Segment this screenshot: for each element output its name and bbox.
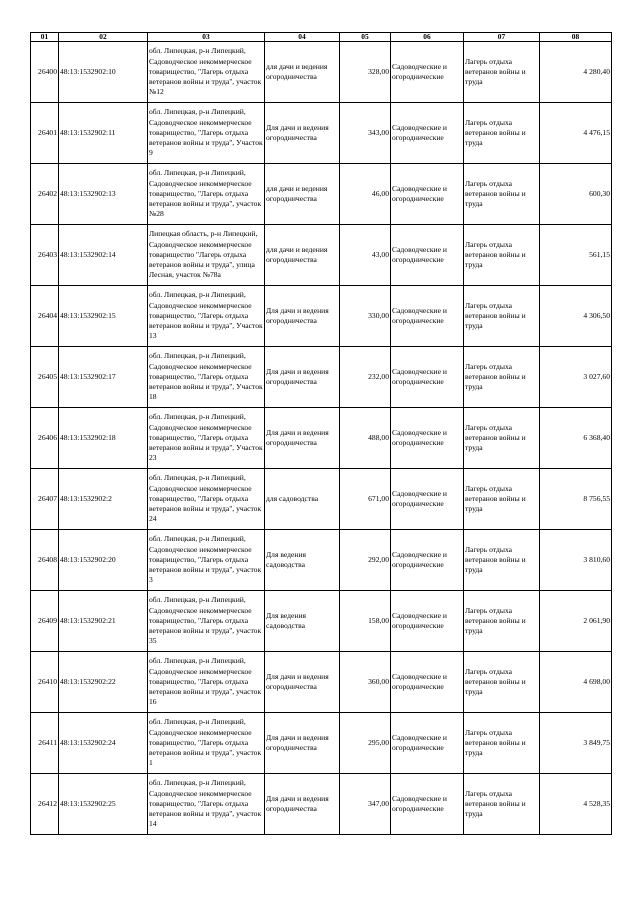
address-cell: [148, 286, 265, 347]
cadastral-number: 48:13:1532902:21: [60, 615, 116, 625]
land-category-cell: [391, 225, 464, 286]
cadastral-number: 48:13:1532902:11: [60, 127, 116, 137]
land-category: Садоводческие и огороднические: [392, 671, 447, 691]
area-cell: [340, 164, 391, 225]
cadastral-number: 48:13:1532902:18: [60, 432, 116, 442]
row-number-cell: [31, 347, 59, 408]
row-number: 26409: [38, 615, 57, 625]
cadastral-value-cell: [540, 652, 612, 713]
address: обл. Липецкая, р-н Липецкий, Садоводческое некоммерческое товарищество, "Лагерь отдыха ветеранов войны и труда", участок 24: [149, 473, 262, 524]
row-number: 26407: [38, 493, 57, 503]
cadastral-value: 8 756,55: [583, 493, 610, 503]
land-category-cell: [391, 164, 464, 225]
cadastral-value-cell: [540, 347, 612, 408]
area: 292,00: [368, 554, 389, 564]
header-row: [31, 33, 612, 42]
table-row: [31, 42, 612, 103]
address-cell: [148, 42, 265, 103]
table-row: [31, 774, 612, 835]
land-category-cell: [391, 469, 464, 530]
address: обл. Липецкая, р-н Липецкий, Садоводческое некоммерческое товарищество, "Лагерь отдыха ветеранов войны и труда", участок №12: [149, 46, 262, 97]
cadastral-number: 48:13:1532902:24: [60, 737, 116, 747]
address-cell: [148, 774, 265, 835]
area: 295,00: [368, 737, 389, 747]
land-category: Садоводческие и огороднические: [392, 366, 447, 386]
row-number-cell: [31, 225, 59, 286]
cadastral-number-cell: [59, 469, 148, 530]
cadastral-value-cell: [540, 469, 612, 530]
object-name-cell: [464, 652, 540, 713]
permitted-use-cell: [265, 225, 340, 286]
column-header: 08: [540, 33, 612, 42]
row-number-cell: [31, 774, 59, 835]
cadastral-number-cell: [59, 347, 148, 408]
address: обл. Липецкая, р-н Липецкий, Садоводческое некоммерческое товарищество, "Лагерь отдыха ветеранов войны и труда", Участок 23: [149, 412, 263, 463]
area: 158,00: [368, 615, 389, 625]
permitted-use-cell: [265, 469, 340, 530]
permitted-use: Для дачи и ведения огородничества: [266, 305, 329, 325]
row-number: 26408: [38, 554, 57, 564]
area: 328,00: [368, 66, 389, 76]
cadastral-number-cell: [59, 225, 148, 286]
area-cell: [340, 652, 391, 713]
permitted-use-cell: [265, 713, 340, 774]
address: обл. Липецкая, р-н Липецкий, Садоводческое некоммерческое товарищество, "Лагерь отдыха ветеранов войны и труда", участок №28: [149, 168, 262, 219]
table-row: [31, 103, 612, 164]
row-number: 26406: [38, 432, 57, 442]
row-number: 26402: [38, 188, 57, 198]
cadastral-value-cell: [540, 530, 612, 591]
column-header: 06: [391, 33, 464, 42]
area: 46,00: [371, 188, 389, 198]
cadastral-number-cell: [59, 164, 148, 225]
cadastral-number-cell: [59, 530, 148, 591]
cadastral-number-cell: [59, 652, 148, 713]
row-number-cell: [31, 530, 59, 591]
cadastral-number: 48:13:1532902:15: [60, 310, 116, 320]
cadastral-value: 4 306,50: [583, 310, 610, 320]
land-category-cell: [391, 347, 464, 408]
land-category-cell: [391, 408, 464, 469]
row-number-cell: [31, 286, 59, 347]
table-row: [31, 286, 612, 347]
address-cell: [148, 530, 265, 591]
permitted-use-cell: [265, 42, 340, 103]
cadastral-value: 3 810,60: [583, 554, 610, 564]
area: 671,00: [368, 493, 389, 503]
object-name-cell: [464, 42, 540, 103]
cadastral-value-cell: [540, 103, 612, 164]
land-category: Садоводческие и огороднические: [392, 305, 447, 325]
land-registry-table: [30, 32, 612, 835]
column-header: 01: [31, 33, 59, 42]
land-category: Садоводческие и огороднические: [392, 549, 447, 569]
address: обл. Липецкая, р-н Липецкий, Садоводческое некоммерческое товарищество, "Лагерь отдыха ветеранов войны и труда", участок 1: [149, 717, 262, 768]
address-cell: [148, 591, 265, 652]
column-header: 07: [464, 33, 540, 42]
area: 360,00: [368, 676, 389, 686]
cadastral-value: 3 849,75: [583, 737, 610, 747]
cadastral-value-cell: [540, 225, 612, 286]
area-cell: [340, 591, 391, 652]
address: обл. Липецкая, р-н Липецкий, Садоводческое некоммерческое товарищество, "Лагерь отдыха ветеранов войны и труда", Участок 13: [149, 290, 263, 341]
object-name: Лагерь отдыха ветеранов войны и труда: [465, 239, 526, 270]
cadastral-value: 600,30: [589, 188, 610, 198]
cadastral-value: 4 476,15: [583, 127, 610, 137]
land-category-cell: [391, 530, 464, 591]
row-number: 26412: [38, 798, 57, 808]
cadastral-number: 48:13:1532902:2: [60, 493, 112, 503]
cadastral-value: 4 698,00: [583, 676, 610, 686]
object-name: Лагерь отдыха ветеранов войны и труда: [465, 300, 526, 331]
permitted-use-cell: [265, 652, 340, 713]
permitted-use: Для дачи и ведения огородничества: [266, 122, 329, 142]
land-category: Садоводческие и огороднические: [392, 183, 447, 203]
row-number-cell: [31, 713, 59, 774]
permitted-use: для дачи и ведения огородничества: [266, 183, 328, 203]
row-number-cell: [31, 408, 59, 469]
area-cell: [340, 713, 391, 774]
permitted-use: для дачи и ведения огородничества: [266, 244, 328, 264]
address: обл. Липецкая, р-н Липецкий, Садоводческое некоммерческое товарищество, "Лагерь отдыха ветеранов войны и труда", Участок 18: [149, 351, 263, 402]
column-header: 02: [59, 33, 148, 42]
object-name: Лагерь отдыха ветеранов войны и труда: [465, 483, 526, 514]
land-category-cell: [391, 286, 464, 347]
land-category-cell: [391, 652, 464, 713]
cadastral-number-cell: [59, 286, 148, 347]
cadastral-value-cell: [540, 591, 612, 652]
cadastral-value: 6 368,40: [583, 432, 610, 442]
cadastral-value: 3 027,60: [583, 371, 610, 381]
permitted-use-cell: [265, 347, 340, 408]
permitted-use: Для дачи и ведения огородничества: [266, 793, 329, 813]
row-number: 26400: [38, 66, 57, 76]
cadastral-number-cell: [59, 408, 148, 469]
table-row: [31, 713, 612, 774]
address-cell: [148, 103, 265, 164]
row-number: 26410: [38, 676, 57, 686]
area-cell: [340, 530, 391, 591]
permitted-use-cell: [265, 591, 340, 652]
address-cell: [148, 408, 265, 469]
cadastral-number-cell: [59, 42, 148, 103]
address-cell: [148, 225, 265, 286]
area-cell: [340, 469, 391, 530]
cadastral-value: 4 280,40: [583, 66, 610, 76]
cadastral-number-cell: [59, 774, 148, 835]
table-row: [31, 591, 612, 652]
object-name: Лагерь отдыха ветеранов войны и труда: [465, 422, 526, 453]
address: обл. Липецкая, р-н Липецкий, Садоводческое некоммерческое товарищество, "Лагерь отдыха ветеранов войны и труда", участок 35: [149, 595, 262, 646]
land-category-cell: [391, 713, 464, 774]
land-category-cell: [391, 42, 464, 103]
table-row: [31, 347, 612, 408]
cadastral-number: 48:13:1532902:25: [60, 798, 116, 808]
object-name-cell: [464, 347, 540, 408]
object-name: Лагерь отдыха ветеранов войны и труда: [465, 56, 526, 87]
permitted-use: Для ведения садоводства: [266, 610, 307, 630]
row-number-cell: [31, 591, 59, 652]
area: 347,00: [368, 798, 389, 808]
cadastral-value-cell: [540, 713, 612, 774]
permitted-use: Для ведения садоводства: [266, 549, 307, 569]
object-name-cell: [464, 713, 540, 774]
object-name: Лагерь отдыха ветеранов войны и труда: [465, 544, 526, 575]
row-number: 26405: [38, 371, 57, 381]
cadastral-number: 48:13:1532902:13: [60, 188, 116, 198]
cadastral-number-cell: [59, 103, 148, 164]
cadastral-value-cell: [540, 164, 612, 225]
area-cell: [340, 42, 391, 103]
area: 343,00: [368, 127, 389, 137]
object-name: Лагерь отдыха ветеранов войны и труда: [465, 117, 526, 148]
land-category-cell: [391, 103, 464, 164]
table-body: [31, 42, 612, 835]
cadastral-number-cell: [59, 591, 148, 652]
cadastral-value: 4 528,35: [583, 798, 610, 808]
cadastral-value-cell: [540, 42, 612, 103]
address: обл. Липецкая, р-н Липецкий, Садоводческое некоммерческое товарищество, "Лагерь отдыха ветеранов войны и труда", участок 14: [149, 778, 262, 829]
object-name-cell: [464, 774, 540, 835]
area-cell: [340, 225, 391, 286]
area-cell: [340, 286, 391, 347]
cadastral-number: 48:13:1532902:22: [60, 676, 116, 686]
permitted-use: Для дачи и ведения огородничества: [266, 366, 329, 386]
object-name: Лагерь отдыха ветеранов войны и труда: [465, 666, 526, 697]
address-cell: [148, 652, 265, 713]
land-category: Садоводческие и огороднические: [392, 61, 447, 81]
object-name-cell: [464, 530, 540, 591]
land-category-cell: [391, 774, 464, 835]
object-name-cell: [464, 469, 540, 530]
area: 488,00: [368, 432, 389, 442]
address-cell: [148, 713, 265, 774]
object-name: Лагерь отдыха ветеранов войны и труда: [465, 361, 526, 392]
permitted-use: для садоводства: [266, 493, 319, 503]
row-number-cell: [31, 164, 59, 225]
permitted-use-cell: [265, 530, 340, 591]
cadastral-value-cell: [540, 286, 612, 347]
table-row: [31, 530, 612, 591]
land-category-cell: [391, 591, 464, 652]
row-number-cell: [31, 42, 59, 103]
area-cell: [340, 408, 391, 469]
land-category: Садоводческие и огороднические: [392, 244, 447, 264]
object-name-cell: [464, 591, 540, 652]
row-number: 26403: [38, 249, 57, 259]
object-name-cell: [464, 225, 540, 286]
object-name: Лагерь отдыха ветеранов войны и труда: [465, 178, 526, 209]
permitted-use-cell: [265, 103, 340, 164]
address: обл. Липецкая, р-н Липецкий, Садоводческое некоммерческое товарищество, "Лагерь отдыха ветеранов войны и труда", Участок 9: [149, 107, 263, 158]
row-number: 26401: [38, 127, 57, 137]
cadastral-value-cell: [540, 774, 612, 835]
object-name-cell: [464, 164, 540, 225]
object-name: Лагерь отдыха ветеранов войны и труда: [465, 788, 526, 819]
table-row: [31, 408, 612, 469]
permitted-use: Для дачи и ведения огородничества: [266, 427, 329, 447]
object-name-cell: [464, 103, 540, 164]
area: 232,00: [368, 371, 389, 381]
table-row: [31, 652, 612, 713]
land-category: Садоводческие и огороднические: [392, 488, 447, 508]
address-cell: [148, 469, 265, 530]
area-cell: [340, 774, 391, 835]
area-cell: [340, 103, 391, 164]
table-row: [31, 164, 612, 225]
address-cell: [148, 164, 265, 225]
land-category: Садоводческие и огороднические: [392, 793, 447, 813]
permitted-use-cell: [265, 408, 340, 469]
permitted-use-cell: [265, 774, 340, 835]
land-category: Садоводческие и огороднические: [392, 732, 447, 752]
cadastral-number: 48:13:1532902:20: [60, 554, 116, 564]
row-number-cell: [31, 103, 59, 164]
cadastral-number: 48:13:1532902:14: [60, 249, 116, 259]
land-category: Садоводческие и огороднические: [392, 427, 447, 447]
object-name-cell: [464, 408, 540, 469]
permitted-use: Для дачи и ведения огородничества: [266, 671, 329, 691]
address: обл. Липецкая, р-н Липецкий, Садоводческое некоммерческое товарищество, "Лагерь отдыха ветеранов войны и труда", участок 16: [149, 656, 262, 707]
land-category: Садоводческие и огороднические: [392, 122, 447, 142]
column-header: 04: [265, 33, 340, 42]
area: 43,00: [371, 249, 389, 259]
cadastral-number: 48:13:1532902:10: [60, 66, 116, 76]
table-row: [31, 225, 612, 286]
column-header: 05: [340, 33, 391, 42]
table-row: [31, 469, 612, 530]
cadastral-number-cell: [59, 713, 148, 774]
row-number-cell: [31, 469, 59, 530]
land-category: Садоводческие и огороднические: [392, 610, 447, 630]
object-name-cell: [464, 286, 540, 347]
area-cell: [340, 347, 391, 408]
address-cell: [148, 347, 265, 408]
row-number: 26411: [38, 737, 57, 747]
cadastral-value: 561,15: [589, 249, 610, 259]
cadastral-number: 48:13:1532902:17: [60, 371, 116, 381]
cadastral-value: 2 061,90: [583, 615, 610, 625]
object-name: Лагерь отдыха ветеранов войны и труда: [465, 727, 526, 758]
row-number: 26404: [38, 310, 57, 320]
permitted-use-cell: [265, 286, 340, 347]
address: обл. Липецкая, р-н Липецкий, Садоводческое некоммерческое товарищество, "Лагерь отдыха ветеранов войны и труда", участок 3: [149, 534, 262, 585]
permitted-use: Для дачи и ведения огородничества: [266, 732, 329, 752]
object-name: Лагерь отдыха ветеранов войны и труда: [465, 605, 526, 636]
row-number-cell: [31, 652, 59, 713]
permitted-use-cell: [265, 164, 340, 225]
address: Липецкая область, р-н Липецкий, Садоводческое некоммерческое товарищество "Лагерь отдыха ветеранов войны и труда", улица Лесная, участок №78а: [149, 229, 258, 280]
column-header: 03: [148, 33, 265, 42]
cadastral-value-cell: [540, 408, 612, 469]
area: 330,00: [368, 310, 389, 320]
permitted-use: для дачи и ведения огородничества: [266, 61, 328, 81]
